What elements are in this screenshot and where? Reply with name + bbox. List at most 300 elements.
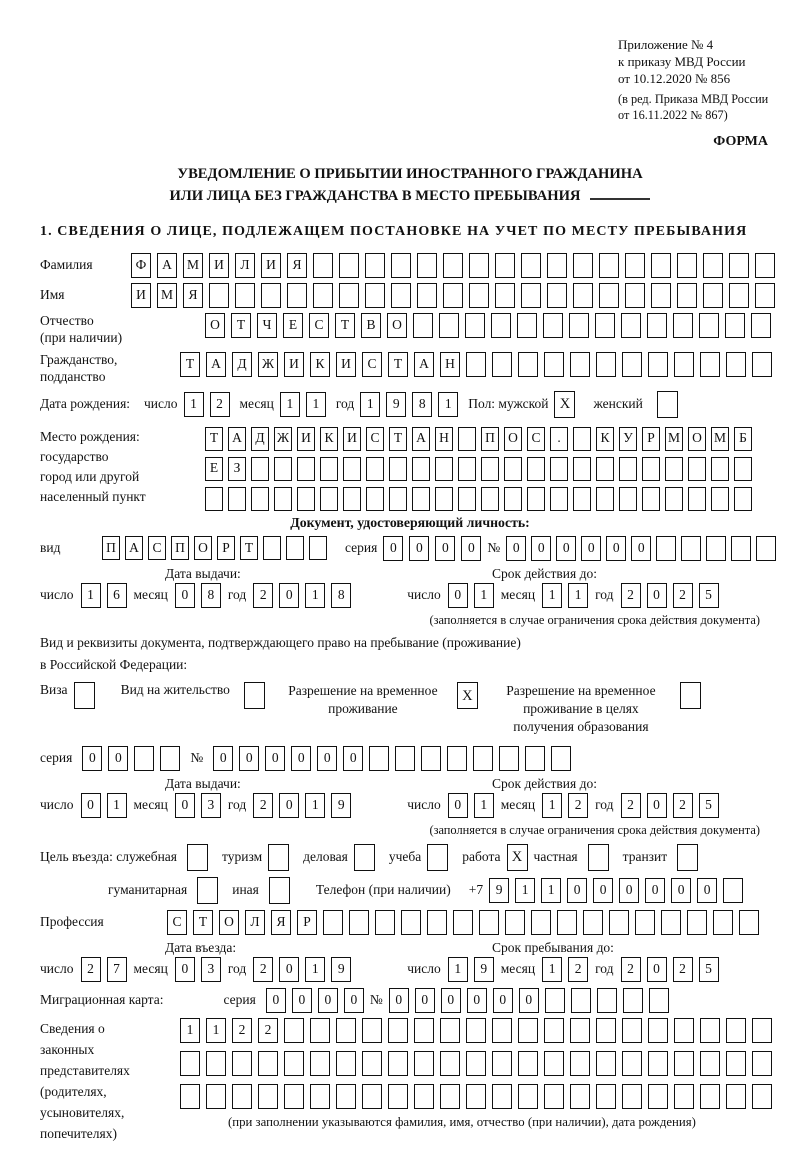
char-cell[interactable]: 0	[556, 536, 576, 561]
char-cell[interactable]: И	[209, 253, 229, 278]
char-cell[interactable]: 0	[593, 878, 613, 903]
char-cell[interactable]	[261, 283, 281, 308]
char-cell[interactable]: 0	[519, 988, 539, 1013]
char-cell[interactable]: Ж	[274, 427, 292, 451]
char-cell[interactable]: .	[550, 427, 568, 451]
char-cell[interactable]: Е	[283, 313, 303, 338]
char-cell[interactable]	[313, 253, 333, 278]
char-cell[interactable]	[395, 746, 415, 771]
char-cell[interactable]	[401, 910, 421, 935]
char-cell[interactable]	[310, 1084, 330, 1109]
char-cell[interactable]: 2	[673, 957, 693, 982]
char-cell[interactable]: 1	[305, 793, 325, 818]
char-cell[interactable]: А	[412, 427, 430, 451]
char-cell[interactable]	[492, 1018, 512, 1043]
char-cell[interactable]: Ч	[257, 313, 277, 338]
char-cell[interactable]: 0	[647, 583, 667, 608]
char-cell[interactable]: Р	[297, 910, 317, 935]
char-cell[interactable]	[439, 313, 459, 338]
char-cell[interactable]: 1	[280, 392, 300, 417]
char-cell[interactable]: 2	[673, 583, 693, 608]
char-cell[interactable]	[389, 487, 407, 511]
char-cell[interactable]	[674, 1051, 694, 1076]
char-cell[interactable]	[435, 457, 453, 481]
char-cell[interactable]: Л	[235, 253, 255, 278]
char-cell[interactable]: 2	[621, 957, 641, 982]
char-cell[interactable]: 0	[467, 988, 487, 1013]
char-cell[interactable]	[700, 352, 720, 377]
char-cell[interactable]	[751, 313, 771, 338]
char-cell[interactable]	[544, 1018, 564, 1043]
purpose-tourism-checkbox[interactable]	[268, 844, 289, 871]
char-cell[interactable]	[310, 1051, 330, 1076]
char-cell[interactable]	[570, 1084, 590, 1109]
char-cell[interactable]: 1	[515, 878, 535, 903]
char-cell[interactable]	[619, 487, 637, 511]
male-checkbox[interactable]: X	[554, 391, 575, 418]
char-cell[interactable]: М	[665, 427, 683, 451]
char-cell[interactable]	[414, 1051, 434, 1076]
char-cell[interactable]	[752, 1084, 772, 1109]
char-cell[interactable]: 9	[474, 957, 494, 982]
char-cell[interactable]: 3	[201, 793, 221, 818]
char-cell[interactable]	[417, 283, 437, 308]
char-cell[interactable]: 0	[409, 536, 429, 561]
char-cell[interactable]	[700, 1084, 720, 1109]
char-cell[interactable]	[545, 988, 565, 1013]
char-cell[interactable]	[573, 457, 591, 481]
char-cell[interactable]	[412, 457, 430, 481]
char-cell[interactable]	[366, 487, 384, 511]
char-cell[interactable]	[453, 910, 473, 935]
char-cell[interactable]: 0	[581, 536, 601, 561]
char-cell[interactable]	[466, 1018, 486, 1043]
char-cell[interactable]	[665, 487, 683, 511]
char-cell[interactable]	[365, 283, 385, 308]
char-cell[interactable]	[440, 1018, 460, 1043]
purpose-business-checkbox[interactable]	[354, 844, 375, 871]
char-cell[interactable]	[723, 878, 743, 903]
char-cell[interactable]	[495, 253, 515, 278]
char-cell[interactable]: Ф	[131, 253, 151, 278]
char-cell[interactable]	[544, 1051, 564, 1076]
purpose-transit-checkbox[interactable]	[677, 844, 698, 871]
char-cell[interactable]	[527, 457, 545, 481]
char-cell[interactable]: 1	[448, 957, 468, 982]
char-cell[interactable]	[569, 313, 589, 338]
char-cell[interactable]: Р	[217, 536, 235, 560]
char-cell[interactable]: 9	[386, 392, 406, 417]
char-cell[interactable]	[622, 1018, 642, 1043]
char-cell[interactable]: Т	[389, 427, 407, 451]
char-cell[interactable]	[388, 1084, 408, 1109]
char-cell[interactable]	[625, 283, 645, 308]
char-cell[interactable]: 0	[619, 878, 639, 903]
char-cell[interactable]: Б	[734, 427, 752, 451]
char-cell[interactable]	[674, 1084, 694, 1109]
char-cell[interactable]: М	[183, 253, 203, 278]
char-cell[interactable]: 2	[621, 583, 641, 608]
char-cell[interactable]: 2	[673, 793, 693, 818]
char-cell[interactable]: 0	[343, 746, 363, 771]
char-cell[interactable]	[274, 487, 292, 511]
char-cell[interactable]	[583, 910, 603, 935]
char-cell[interactable]: 0	[108, 746, 128, 771]
char-cell[interactable]	[752, 1051, 772, 1076]
char-cell[interactable]	[469, 283, 489, 308]
char-cell[interactable]	[160, 746, 180, 771]
char-cell[interactable]	[547, 283, 567, 308]
char-cell[interactable]	[700, 1018, 720, 1043]
char-cell[interactable]: 0	[567, 878, 587, 903]
char-cell[interactable]	[713, 910, 733, 935]
char-cell[interactable]	[635, 910, 655, 935]
char-cell[interactable]	[443, 283, 463, 308]
char-cell[interactable]	[297, 457, 315, 481]
char-cell[interactable]	[339, 253, 359, 278]
char-cell[interactable]	[228, 487, 246, 511]
char-cell[interactable]	[251, 457, 269, 481]
char-cell[interactable]	[625, 253, 645, 278]
char-cell[interactable]: 1	[305, 957, 325, 982]
char-cell[interactable]: 0	[647, 793, 667, 818]
char-cell[interactable]: 1	[438, 392, 458, 417]
char-cell[interactable]: С	[167, 910, 187, 935]
char-cell[interactable]: 0	[317, 746, 337, 771]
char-cell[interactable]: 0	[239, 746, 259, 771]
female-checkbox[interactable]	[657, 391, 678, 418]
char-cell[interactable]	[320, 457, 338, 481]
char-cell[interactable]: Т	[240, 536, 258, 560]
char-cell[interactable]: П	[102, 536, 120, 560]
char-cell[interactable]	[726, 1084, 746, 1109]
char-cell[interactable]	[596, 457, 614, 481]
char-cell[interactable]	[466, 1051, 486, 1076]
char-cell[interactable]: А	[157, 253, 177, 278]
char-cell[interactable]	[755, 253, 775, 278]
char-cell[interactable]	[648, 1084, 668, 1109]
char-cell[interactable]	[544, 1084, 564, 1109]
char-cell[interactable]: 2	[568, 793, 588, 818]
char-cell[interactable]: Я	[271, 910, 291, 935]
char-cell[interactable]	[388, 1051, 408, 1076]
char-cell[interactable]	[595, 313, 615, 338]
char-cell[interactable]	[232, 1051, 252, 1076]
char-cell[interactable]	[609, 910, 629, 935]
char-cell[interactable]	[570, 1051, 590, 1076]
char-cell[interactable]	[518, 1084, 538, 1109]
char-cell[interactable]	[642, 487, 660, 511]
char-cell[interactable]: Т	[193, 910, 213, 935]
char-cell[interactable]	[642, 457, 660, 481]
char-cell[interactable]	[621, 313, 641, 338]
char-cell[interactable]: П	[171, 536, 189, 560]
char-cell[interactable]: 0	[279, 793, 299, 818]
char-cell[interactable]	[518, 352, 538, 377]
char-cell[interactable]: 1	[107, 793, 127, 818]
char-cell[interactable]	[205, 487, 223, 511]
char-cell[interactable]	[134, 746, 154, 771]
char-cell[interactable]: 0	[175, 957, 195, 982]
char-cell[interactable]	[458, 427, 476, 451]
char-cell[interactable]	[232, 1084, 252, 1109]
char-cell[interactable]: 8	[201, 583, 221, 608]
char-cell[interactable]	[544, 352, 564, 377]
char-cell[interactable]	[648, 1018, 668, 1043]
char-cell[interactable]	[297, 487, 315, 511]
char-cell[interactable]	[521, 283, 541, 308]
char-cell[interactable]: С	[527, 427, 545, 451]
char-cell[interactable]: О	[194, 536, 212, 560]
char-cell[interactable]	[466, 1084, 486, 1109]
char-cell[interactable]: А	[206, 352, 226, 377]
char-cell[interactable]	[622, 352, 642, 377]
char-cell[interactable]: 0	[265, 746, 285, 771]
char-cell[interactable]	[427, 910, 447, 935]
char-cell[interactable]: В	[361, 313, 381, 338]
char-cell[interactable]	[499, 746, 519, 771]
char-cell[interactable]	[388, 1018, 408, 1043]
char-cell[interactable]: 8	[331, 583, 351, 608]
char-cell[interactable]: М	[157, 283, 177, 308]
char-cell[interactable]	[711, 487, 729, 511]
char-cell[interactable]	[596, 352, 616, 377]
char-cell[interactable]: 0	[647, 957, 667, 982]
char-cell[interactable]	[366, 457, 384, 481]
char-cell[interactable]	[479, 910, 499, 935]
char-cell[interactable]: И	[261, 253, 281, 278]
char-cell[interactable]	[648, 352, 668, 377]
char-cell[interactable]	[521, 253, 541, 278]
char-cell[interactable]	[518, 1018, 538, 1043]
char-cell[interactable]: К	[320, 427, 338, 451]
char-cell[interactable]	[551, 746, 571, 771]
char-cell[interactable]	[458, 487, 476, 511]
char-cell[interactable]: 9	[331, 957, 351, 982]
char-cell[interactable]: Ж	[258, 352, 278, 377]
char-cell[interactable]: П	[481, 427, 499, 451]
char-cell[interactable]	[725, 313, 745, 338]
char-cell[interactable]	[681, 536, 701, 561]
char-cell[interactable]	[339, 283, 359, 308]
char-cell[interactable]	[570, 1018, 590, 1043]
char-cell[interactable]: 0	[415, 988, 435, 1013]
char-cell[interactable]: 0	[493, 988, 513, 1013]
char-cell[interactable]: 7	[107, 957, 127, 982]
char-cell[interactable]	[622, 1084, 642, 1109]
char-cell[interactable]	[596, 487, 614, 511]
char-cell[interactable]	[412, 487, 430, 511]
char-cell[interactable]: 3	[201, 957, 221, 982]
char-cell[interactable]	[274, 457, 292, 481]
char-cell[interactable]	[703, 283, 723, 308]
char-cell[interactable]: 0	[448, 583, 468, 608]
char-cell[interactable]	[726, 1051, 746, 1076]
char-cell[interactable]	[573, 283, 593, 308]
char-cell[interactable]: Т	[180, 352, 200, 377]
char-cell[interactable]: Е	[205, 457, 223, 481]
char-cell[interactable]: 2	[253, 583, 273, 608]
char-cell[interactable]: 0	[213, 746, 233, 771]
char-cell[interactable]: Т	[335, 313, 355, 338]
char-cell[interactable]	[287, 283, 307, 308]
char-cell[interactable]: З	[228, 457, 246, 481]
char-cell[interactable]	[525, 746, 545, 771]
char-cell[interactable]: Т	[388, 352, 408, 377]
char-cell[interactable]	[258, 1084, 278, 1109]
char-cell[interactable]	[263, 536, 281, 560]
char-cell[interactable]: 1	[184, 392, 204, 417]
char-cell[interactable]	[571, 988, 591, 1013]
char-cell[interactable]	[622, 1051, 642, 1076]
char-cell[interactable]: М	[711, 427, 729, 451]
char-cell[interactable]: К	[596, 427, 614, 451]
char-cell[interactable]: И	[336, 352, 356, 377]
char-cell[interactable]	[527, 487, 545, 511]
char-cell[interactable]	[362, 1018, 382, 1043]
purpose-private-checkbox[interactable]	[588, 844, 609, 871]
char-cell[interactable]: 2	[253, 957, 273, 982]
char-cell[interactable]	[258, 1051, 278, 1076]
char-cell[interactable]	[336, 1084, 356, 1109]
char-cell[interactable]	[466, 352, 486, 377]
char-cell[interactable]	[543, 313, 563, 338]
char-cell[interactable]	[756, 536, 776, 561]
char-cell[interactable]	[518, 1051, 538, 1076]
char-cell[interactable]	[688, 457, 706, 481]
char-cell[interactable]	[573, 253, 593, 278]
char-cell[interactable]: 0	[266, 988, 286, 1013]
char-cell[interactable]	[734, 487, 752, 511]
char-cell[interactable]	[320, 487, 338, 511]
temp-permit-edu-checkbox[interactable]	[680, 682, 701, 709]
char-cell[interactable]: 0	[279, 583, 299, 608]
char-cell[interactable]	[284, 1051, 304, 1076]
char-cell[interactable]: У	[619, 427, 637, 451]
char-cell[interactable]: И	[343, 427, 361, 451]
char-cell[interactable]: 0	[291, 746, 311, 771]
char-cell[interactable]	[599, 253, 619, 278]
char-cell[interactable]	[649, 988, 669, 1013]
char-cell[interactable]: 0	[645, 878, 665, 903]
char-cell[interactable]	[505, 910, 525, 935]
char-cell[interactable]	[648, 1051, 668, 1076]
char-cell[interactable]	[369, 746, 389, 771]
purpose-humanitarian-checkbox[interactable]	[197, 877, 218, 904]
char-cell[interactable]	[656, 536, 676, 561]
char-cell[interactable]	[310, 1018, 330, 1043]
char-cell[interactable]: 1	[568, 583, 588, 608]
char-cell[interactable]	[421, 746, 441, 771]
char-cell[interactable]	[674, 1018, 694, 1043]
char-cell[interactable]	[284, 1084, 304, 1109]
char-cell[interactable]: Р	[642, 427, 660, 451]
char-cell[interactable]	[599, 283, 619, 308]
char-cell[interactable]: 0	[175, 793, 195, 818]
char-cell[interactable]	[711, 457, 729, 481]
char-cell[interactable]: 0	[383, 536, 403, 561]
char-cell[interactable]: Я	[287, 253, 307, 278]
char-cell[interactable]	[739, 910, 759, 935]
residence-permit-checkbox[interactable]	[244, 682, 265, 709]
char-cell[interactable]	[413, 313, 433, 338]
char-cell[interactable]: И	[284, 352, 304, 377]
char-cell[interactable]	[336, 1051, 356, 1076]
char-cell[interactable]	[752, 352, 772, 377]
char-cell[interactable]: 1	[360, 392, 380, 417]
char-cell[interactable]: 0	[279, 957, 299, 982]
char-cell[interactable]: 2	[81, 957, 101, 982]
char-cell[interactable]	[389, 457, 407, 481]
char-cell[interactable]: 2	[568, 957, 588, 982]
char-cell[interactable]: 0	[606, 536, 626, 561]
char-cell[interactable]	[375, 910, 395, 935]
char-cell[interactable]	[596, 1084, 616, 1109]
char-cell[interactable]	[755, 283, 775, 308]
char-cell[interactable]	[209, 283, 229, 308]
char-cell[interactable]: Д	[251, 427, 269, 451]
char-cell[interactable]	[550, 487, 568, 511]
char-cell[interactable]	[547, 253, 567, 278]
char-cell[interactable]	[235, 283, 255, 308]
char-cell[interactable]: 0	[448, 793, 468, 818]
char-cell[interactable]	[391, 253, 411, 278]
char-cell[interactable]: 1	[541, 878, 561, 903]
char-cell[interactable]: 5	[699, 583, 719, 608]
char-cell[interactable]	[251, 487, 269, 511]
char-cell[interactable]: О	[387, 313, 407, 338]
char-cell[interactable]: 8	[412, 392, 432, 417]
char-cell[interactable]: 0	[531, 536, 551, 561]
char-cell[interactable]: К	[310, 352, 330, 377]
char-cell[interactable]: С	[362, 352, 382, 377]
char-cell[interactable]	[557, 910, 577, 935]
char-cell[interactable]	[687, 910, 707, 935]
char-cell[interactable]	[665, 457, 683, 481]
char-cell[interactable]	[550, 457, 568, 481]
char-cell[interactable]: 9	[331, 793, 351, 818]
char-cell[interactable]: 0	[82, 746, 102, 771]
char-cell[interactable]	[596, 1051, 616, 1076]
char-cell[interactable]: 0	[175, 583, 195, 608]
purpose-work-checkbox[interactable]: X	[507, 844, 528, 871]
char-cell[interactable]: О	[219, 910, 239, 935]
char-cell[interactable]: 1	[542, 583, 562, 608]
char-cell[interactable]: 6	[107, 583, 127, 608]
char-cell[interactable]	[206, 1051, 226, 1076]
char-cell[interactable]	[481, 487, 499, 511]
char-cell[interactable]: Я	[183, 283, 203, 308]
char-cell[interactable]	[699, 313, 719, 338]
char-cell[interactable]	[700, 1051, 720, 1076]
char-cell[interactable]: О	[688, 427, 706, 451]
char-cell[interactable]: 1	[542, 793, 562, 818]
char-cell[interactable]	[504, 487, 522, 511]
char-cell[interactable]	[365, 253, 385, 278]
char-cell[interactable]	[596, 1018, 616, 1043]
char-cell[interactable]: А	[125, 536, 143, 560]
char-cell[interactable]: 0	[389, 988, 409, 1013]
char-cell[interactable]: 2	[621, 793, 641, 818]
char-cell[interactable]	[309, 536, 327, 560]
char-cell[interactable]	[492, 1084, 512, 1109]
char-cell[interactable]	[349, 910, 369, 935]
char-cell[interactable]	[465, 313, 485, 338]
char-cell[interactable]	[440, 1084, 460, 1109]
char-cell[interactable]: Д	[232, 352, 252, 377]
temp-permit-checkbox[interactable]: X	[457, 682, 478, 709]
char-cell[interactable]	[343, 457, 361, 481]
